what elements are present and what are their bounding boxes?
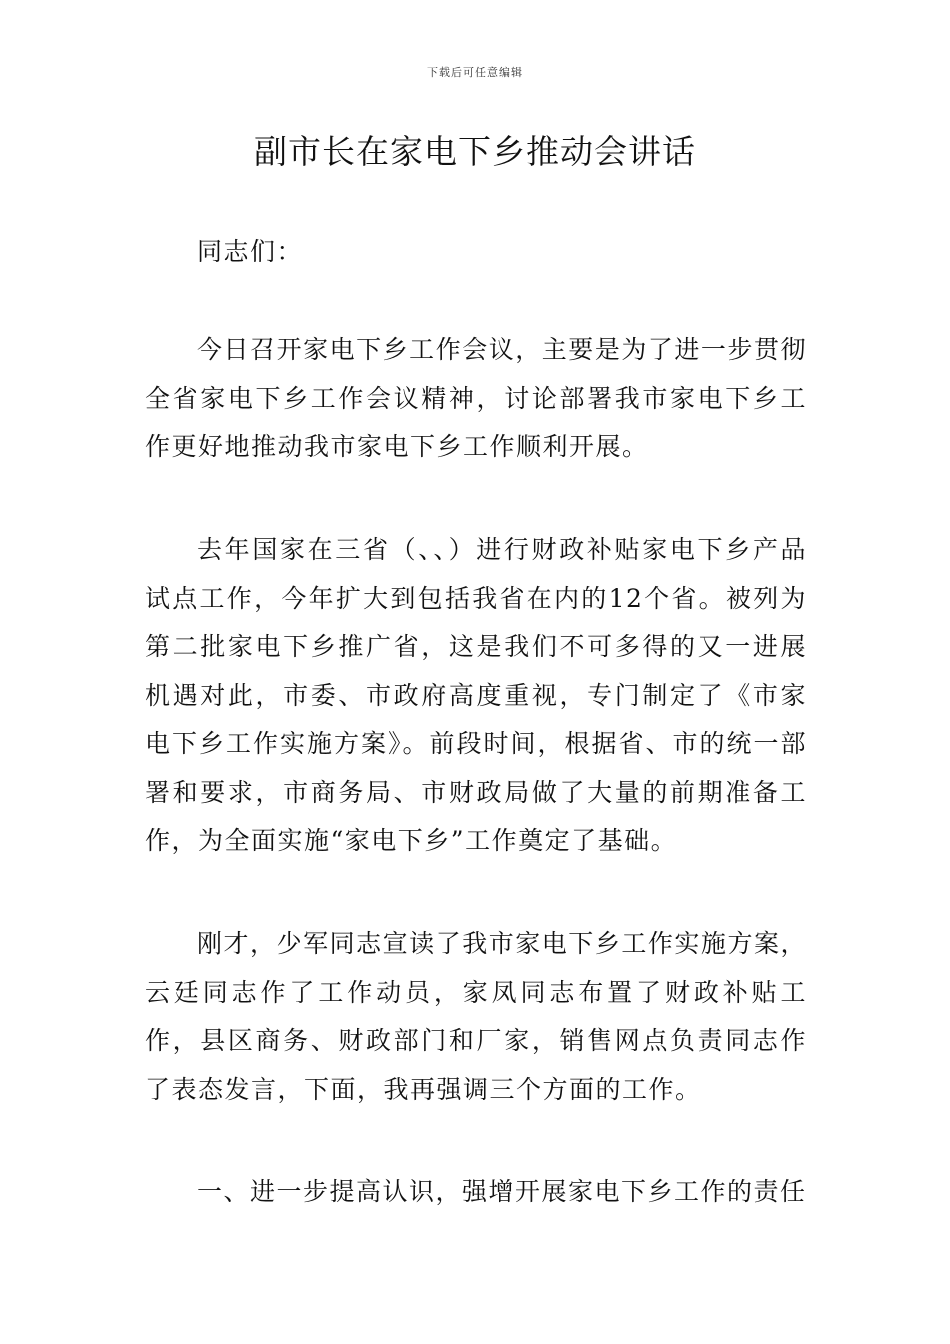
paragraph-3: 刚才，少军同志宣读了我市家电下乡工作实施方案，云廷同志作了工作动员，家凤同志布置了财政补贴工作，县区商务、财政部门和厂家，销售网点负责同志作了表态发言，下面，我再强调三个方面的工作。 <box>145 929 807 1104</box>
paragraph-1: 今日召开家电下乡工作会议，主要是为了进一步贯彻全省家电下乡工作会议精神，讨论部署我市家电下乡工作更好地推动我市家电下乡工作顺利开展。 <box>145 335 807 461</box>
paragraph-2: 去年国家在三省（、、）进行财政补贴家电下乡产品试点工作，今年扩大到包括我省在内的12个省。被列为第二批家电下乡推广省，这是我们不可多得的又一进展机遇对此，市委、市政府高度重视，专门制定了《市家电下乡工作实施方案》。前段时间，根据省、市的统一部署和要求，市商务局、市财政局做了大量的前期准备工作，为全面实施“家电下乡”工作奠定了基础。 <box>145 535 807 855</box>
salutation: 同志们： <box>197 237 304 266</box>
document-title: 副市长在家电下乡推动会讲话 <box>254 132 696 171</box>
header-note: 下载后可任意编辑 <box>427 66 523 79</box>
section-heading-1: 一、进一步提高认识，强增开展家电下乡工作的责任 <box>197 1177 807 1206</box>
